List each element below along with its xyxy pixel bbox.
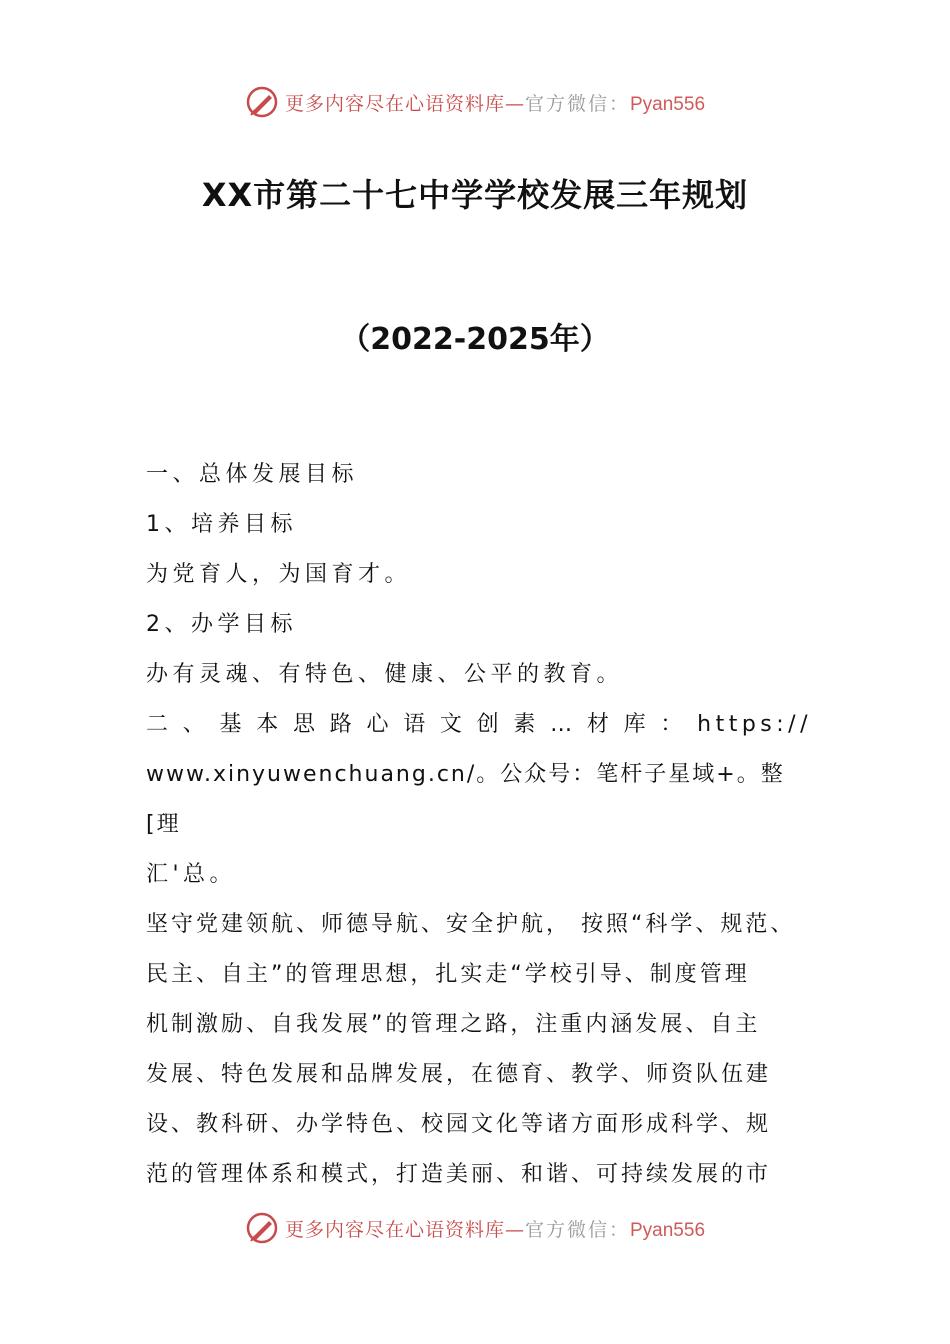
paragraph-line: 机制激励、自我发展”的管理之路，注重内涵发展、自主 (146, 1012, 761, 1037)
paragraph-line: www.xinyuwenchuang.cn/。公众号：笔杆子星域+。整[理 (146, 762, 785, 837)
watermark-wechat-label: 官方微信： (524, 1218, 630, 1241)
watermark-main: 更多内容尽在心语资料库 (284, 1218, 505, 1241)
watermark-header (0, 82, 950, 122)
watermark-footer (0, 1208, 950, 1248)
watermark-dash: — (504, 1218, 525, 1241)
paragraph-line: 民主、自主”的管理思想，扎实走“学校引导、制度管理 (146, 962, 750, 987)
subsection-heading: 1、培养目标 (146, 512, 297, 537)
document-subtitle: （2022-2025年） (340, 322, 610, 357)
paragraph-line: 发展、特色发展和品牌发展，在德育、教学、师资队伍建 (146, 1062, 772, 1087)
section-heading: 一、总体发展目标 (146, 462, 359, 487)
paragraph-line: 坚守党建领航、师德导航、安全护航， 按照“科学、规范、 (146, 912, 796, 937)
pen-logo-icon (245, 85, 279, 119)
paragraph-line: 范的管理体系和模式，打造美丽、和谐、可持续发展的市 (146, 1162, 772, 1187)
watermark-dash: — (504, 92, 525, 115)
section-heading: 二、基本思路心语文创素…材库：https:// (146, 712, 812, 737)
paragraph-line: 设、教科研、办学特色、校园文化等诸方面形成科学、规 (146, 1112, 772, 1137)
paragraph-line: 汇'总。 (146, 862, 237, 887)
paragraph-line: 办有灵魂、有特色、健康、公平的教育。 (146, 662, 624, 687)
watermark-wechat-id: Pyan556 (630, 1219, 706, 1241)
watermark-main: 更多内容尽在心语资料库 (284, 92, 505, 115)
document-title: XX市第二十七中学学校发展三年规划 (201, 176, 749, 214)
watermark-wechat-label: 官方微信： (524, 92, 630, 115)
watermark-wechat-id: Pyan556 (630, 93, 706, 115)
subsection-heading: 2、办学目标 (146, 612, 297, 637)
document-body (146, 450, 812, 1200)
paragraph-line: 为党育人，为国育才。 (146, 562, 412, 587)
pen-logo-icon (245, 1211, 279, 1245)
